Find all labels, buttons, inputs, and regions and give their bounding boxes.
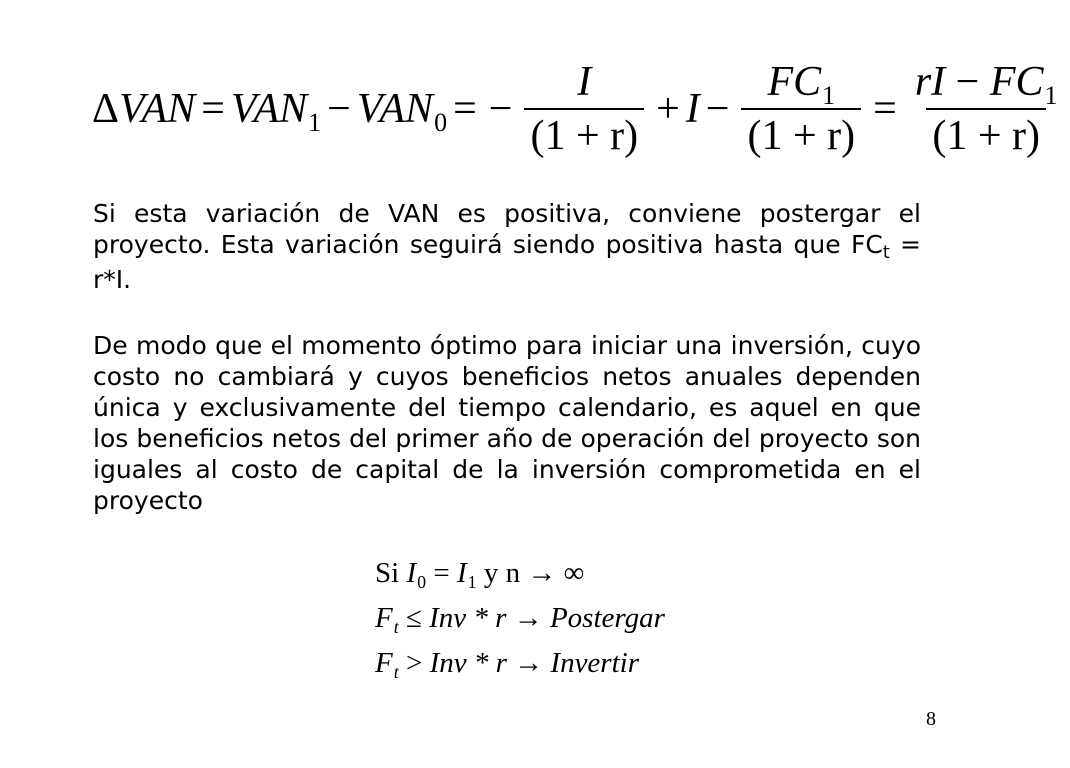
page-number: 8 <box>926 708 936 730</box>
fraction-ri-minus-fc1-over-1-plus-r: $\frac{rI - FC_1}{(1 + r)}$ <box>914 59 1058 160</box>
paragraph-variation: Si esta variación de VAN es positiva, conviene postergar el proyecto. Esta variación seguirá siendo positiva hasta que $FC_t = r*I$. <box>93 199 921 294</box>
condition-line-1: Si $I_0 = I_1$ y n → ∞ <box>375 557 585 593</box>
minus-sign: − <box>327 86 351 133</box>
equals-sign: = <box>873 86 897 133</box>
minus-sign: − <box>488 86 513 133</box>
subscript-t: t <box>882 243 890 264</box>
fraction-i-over-1-plus-r: $\frac{I}{(1 + r)}$ <box>524 60 644 158</box>
condition-line-postergar: $F_t$ ≤ Inv * r → Postergar <box>375 602 665 638</box>
van-0: $VAN_0$ <box>356 86 448 138</box>
fraction-fc1-over-1-plus-r: $\frac{FC_1}{(1 + r)}$ <box>741 60 861 158</box>
van-equation <box>92 60 1070 158</box>
equals-sign: = <box>201 86 225 133</box>
minus-sign: − <box>705 86 730 133</box>
delta-van: ΔVAN <box>92 86 196 133</box>
equals-sign: = <box>453 86 477 133</box>
conditions-block <box>375 552 665 687</box>
plus-sign: + <box>656 86 680 133</box>
paragraph-optimal-moment: De modo que el momento óptimo para iniciar una inversión, cuyo costo no cambiará y cuyos beneficios netos anuales dependen única y exclusivamente del tiempo calendario, es aquel en que los beneficios netos del primer año de operación del proyecto son iguales al costo de capital de la inversión comprometida en el proyecto <box>93 331 921 515</box>
van-1: $VAN_1$ <box>230 86 322 138</box>
condition-line-invertir: $F_t$ > Inv * r → Invertir <box>375 647 639 683</box>
investment-i: I <box>685 86 700 133</box>
